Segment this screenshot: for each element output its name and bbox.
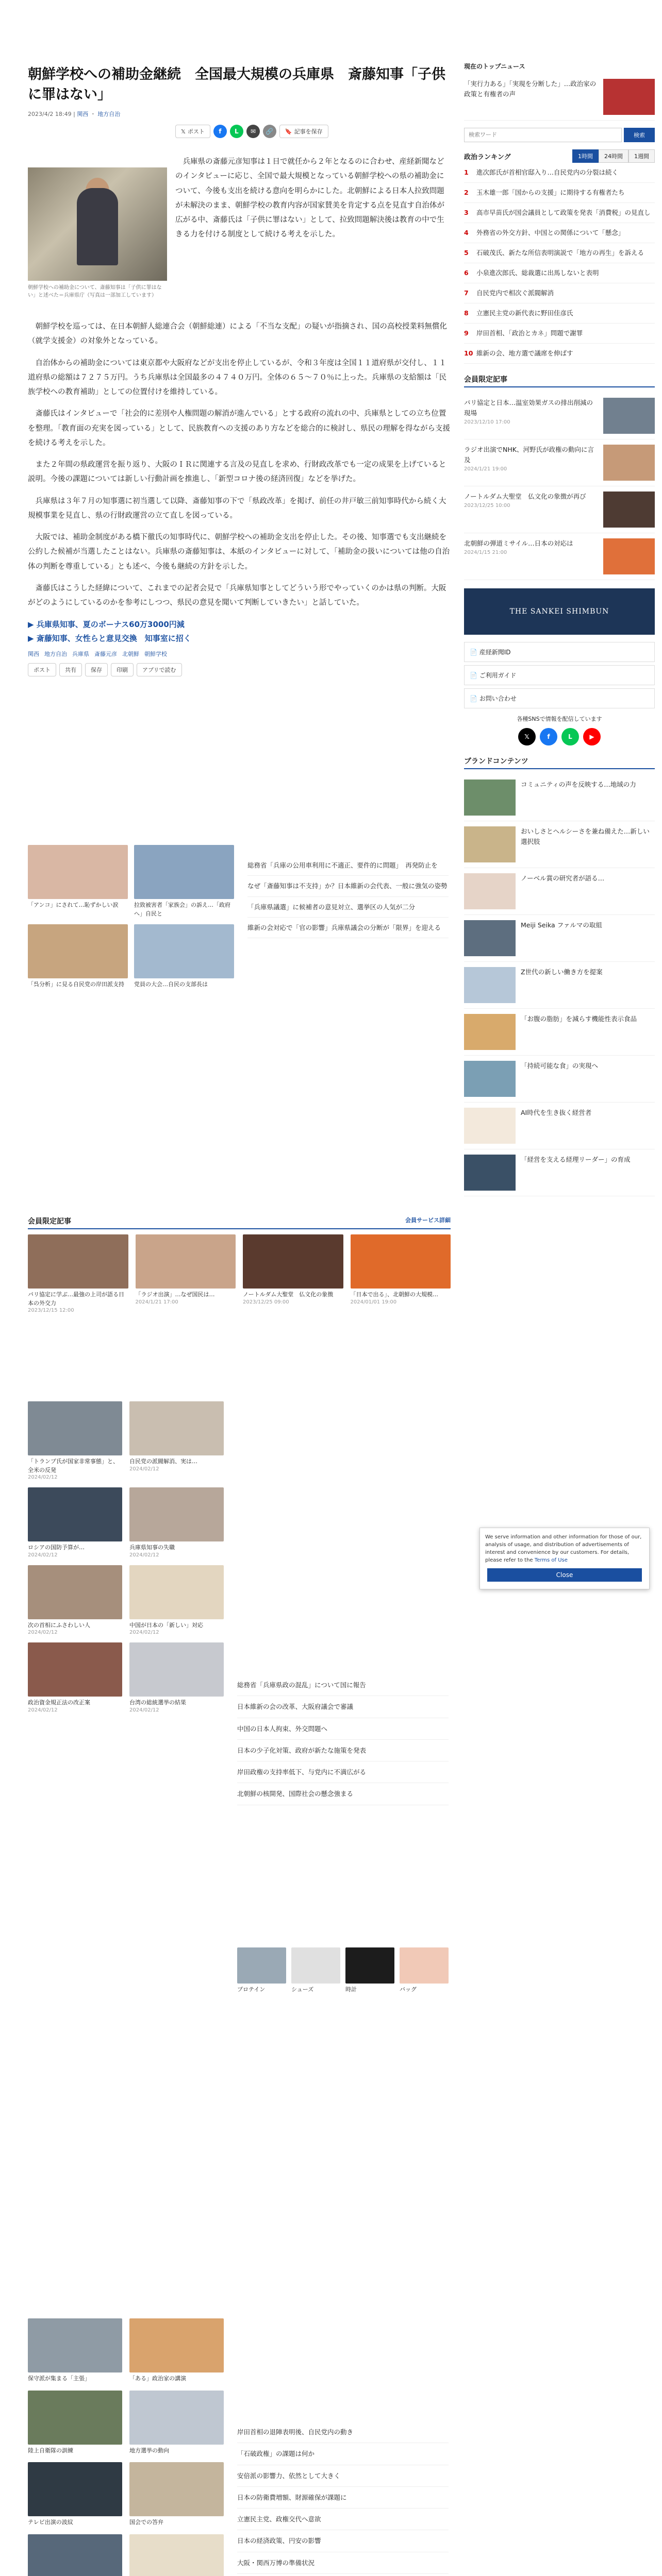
- list-item[interactable]: 総務省「兵庫県政の混乱」について国に報告: [237, 1674, 449, 1696]
- news-card[interactable]: 中国が日本の「新しい」対応 2024/02/12: [129, 1565, 224, 1636]
- members-item[interactable]: ノートルダム大聖堂 仏文化の象徴が再び 2023/12/25 10:00: [464, 486, 655, 533]
- sidebar: [464, 62, 655, 1196]
- mid-link[interactable]: 総務省「兵庫の公用車利用に不適正、要件的に問題」 再発防止を: [247, 855, 449, 876]
- list-item[interactable]: 日本の少子化対策、政府が新たな施策を発表: [237, 1740, 449, 1761]
- list-item[interactable]: 日本維新の会の改革、大阪府議会で審議: [237, 1696, 449, 1718]
- news-card[interactable]: 次の首相にふさわしい人 2024/02/12: [28, 1565, 122, 1636]
- news-card[interactable]: [28, 2534, 122, 2576]
- tag-link[interactable]: 兵庫県: [72, 650, 89, 657]
- search-form: [464, 128, 655, 142]
- members-card[interactable]: ノートルダム大聖堂 仏文化の象徴 2023/12/25 09:00: [243, 1234, 343, 1313]
- list-item[interactable]: 大阪・関西万博の準備状況: [237, 2552, 449, 2574]
- save-button[interactable]: 保存: [85, 663, 108, 676]
- line-icon[interactable]: L: [230, 125, 243, 138]
- tab-1h[interactable]: 1時間: [572, 149, 599, 163]
- ranking-item[interactable]: 4 外務省の外交方針、中国との関係について「懸念」: [464, 223, 655, 243]
- mid-link-list: [247, 855, 449, 938]
- article-paragraph: 兵庫県の斎藤元彦知事は１日で就任から２年となるのに合わせ、産経新聞などのインタビューに応じ、全国で最大規模となっている朝鮮学校への県の補助金について、今後も支出を続ける意向を明らかにした。北朝鮮による日本人拉致問題が未解決のまま、朝鮮学校の教育内容が国家賛美を肯定する点を見直す自治体が広がる中、斎藤氏は「子供に罪はない」として、拉致問題解決後は教育の中で生きる力を付ける制度として続ける考えを示した。: [175, 158, 444, 239]
- mid-link[interactable]: なぜ「斎藤知事は不支持」か？日本維新の会代表、一般に強気の姿勢: [247, 876, 449, 896]
- related-link-1[interactable]: ▶ 兵庫県知事、夏のボーナス60万3000円減: [28, 619, 185, 629]
- ranking-item[interactable]: 5 石破茂氏、新たな所信表明演説で「地方の再生」を訴える: [464, 243, 655, 263]
- article-paragraph: 大阪では、補助金制度がある橋下徹氏の知事時代に、朝鮮学校への補助金支出を停止した。その後、知事選でも支出継続を公約した候補が当選したことはない。兵庫県の斎藤知事は、本紙のインタビューに対して、「補助金の扱いについては他の自治体の判断を尊重している」とも述べ、今後も継続の方針を示した。: [28, 533, 450, 571]
- tag-link[interactable]: 朝鮮学校: [144, 650, 167, 657]
- share-bar-bottom: [28, 663, 451, 676]
- members-item[interactable]: 北朝鮮の弾道ミサイル…日本の対応は 2024/1/15 21:00: [464, 533, 655, 580]
- article-header: [28, 64, 451, 118]
- tool-link[interactable]: 📄 産経新聞ID: [464, 642, 655, 662]
- middle-right-list: [237, 1674, 449, 1805]
- members-more-link[interactable]: 会員サービス詳細: [405, 1217, 451, 1224]
- brand-heading: ブランドコンテンツ: [464, 756, 655, 769]
- mid-link[interactable]: 維新の会対応で「官の影響」兵庫県議会の分断が「限界」を迎える: [247, 918, 449, 938]
- article-meta: 2023/4/2 18:49 | 関西 ・ 地方自治: [28, 111, 121, 118]
- cookie-close-button[interactable]: Close: [487, 1568, 642, 1582]
- members-item[interactable]: パリ協定と日本…温室効果ガスの排出削減の現場 2023/12/10 17:00: [464, 393, 655, 439]
- members-item[interactable]: ラジオ出演でNHK、河野氏が政権の動向に言及 2024/1/21 19:00: [464, 439, 655, 486]
- ranking-item[interactable]: 1 進次郎氏が首相官邸入り…自民党内の分裂は続く: [464, 163, 655, 183]
- tag-row: [28, 650, 451, 658]
- cookie-text: We serve information and other information for those of our, analysis of usage, and distribution of advertisements of interest and convenience by our customers. For details, please refer to the: [485, 1534, 642, 1563]
- ad-card[interactable]: シューズ: [291, 1947, 340, 1994]
- tab-1w[interactable]: 1週間: [628, 149, 655, 163]
- news-card[interactable]: 政治資金規正法の改正案 2024/02/12: [28, 1642, 122, 1713]
- members-section: 会員限定記事 会員サービス詳細 パリ協定に学ぶ…最強の上司が語る日本の外交力 2023/12/15 12:00 「ラジオ出演」…なぜ国民は… 2024/1/21 17:00 ノートルダム大聖堂 仏文化の象徴 2023/12/25 09:00 「日本で出る」、北朝鮮の大規模… 2024/01/01 19:00: [28, 1217, 451, 1313]
- brand-item[interactable]: Z世代の新しい働き方を提案: [464, 962, 655, 1009]
- post-button[interactable]: ポスト: [28, 663, 56, 676]
- facebook-icon[interactable]: f: [213, 125, 227, 138]
- terms-link[interactable]: Terms of Use: [534, 1557, 568, 1563]
- related-card[interactable]: 「呉分析」に見る自民党の岸田派支持: [28, 924, 128, 989]
- members-card[interactable]: 「日本で出る」、北朝鮮の大規模… 2024/01/01 19:00: [351, 1234, 451, 1313]
- brand-item[interactable]: おいしさとヘルシーさを兼ね備えた…新しい選択肢: [464, 821, 655, 868]
- list-item[interactable]: [237, 2574, 449, 2576]
- article-paragraph: 兵庫県は３年７月の知事選に初当選して以降、斎藤知事の下で「県政改革」を掲げ、前任の井戸敏三前知事時代から続く大規模事業を見直し、県の行財政運営の立て直しを図っている。: [28, 497, 446, 520]
- print-button[interactable]: 印刷: [111, 663, 134, 676]
- news-card[interactable]: テレビ出演の波紋: [28, 2462, 122, 2527]
- sidebar-header: 現在のトップニュース: [464, 63, 525, 70]
- follow-label: 各種SNSで情報を配信しています: [517, 716, 602, 722]
- ranking-item[interactable]: 3 高市早苗氏が国会議員として政策を発表「消費税」の見直し: [464, 203, 655, 223]
- ranking-item[interactable]: 9 岸田首相、「政治とカネ」問題で謝罪: [464, 324, 655, 344]
- members-card[interactable]: パリ協定に学ぶ…最強の上司が語る日本の外交力 2023/12/15 12:00: [28, 1234, 128, 1313]
- brand-item[interactable]: Meiji Seika ファルマの取組: [464, 915, 655, 962]
- news-card[interactable]: 「ある」政治家の講演: [129, 2318, 224, 2383]
- article-title: 朝鮮学校への補助金継続 全国最大規模の兵庫県 斎藤知事「子供に罪はない」: [28, 66, 445, 103]
- article-photo[interactable]: [28, 167, 167, 281]
- tab-24h[interactable]: 24時間: [599, 149, 628, 163]
- related-card[interactable]: 「アンコ」にされて…恥ずかしい涙: [28, 845, 128, 918]
- brand-item[interactable]: 「持続可能な食」の実現へ: [464, 1056, 655, 1103]
- article-body: [28, 319, 451, 682]
- mail-icon[interactable]: ✉: [246, 125, 260, 138]
- ranking-title: 政治ランキング: [464, 153, 511, 161]
- mid-link[interactable]: 「兵庫県議選」に候補者の意見対立、選挙区の人気が二分: [247, 897, 449, 918]
- tag-link[interactable]: 斎藤元彦: [94, 650, 117, 657]
- x-icon: 𝕏: [181, 128, 186, 135]
- bookmark-button[interactable]: 🔖 記事を保存: [279, 125, 328, 138]
- brand-item[interactable]: 「お腹の脂肪」を減らす機能性表示食品: [464, 1009, 655, 1056]
- brand-item[interactable]: コミュニティの声を反映する…地域の力: [464, 774, 655, 821]
- search-button[interactable]: 検索: [624, 128, 655, 142]
- news-card[interactable]: 国会での答弁: [129, 2462, 224, 2527]
- ranking-item[interactable]: 6 小泉進次郎氏、総裁選に出馬しないと表明: [464, 263, 655, 283]
- list-item[interactable]: 岸田政権の支持率低下、与党内に不満広がる: [237, 1761, 449, 1783]
- related-card[interactable]: 党員の大会…自民の支部長は: [134, 924, 234, 989]
- article-body-top: [175, 155, 451, 249]
- brand-item[interactable]: AI時代を生き抜く経営者: [464, 1103, 655, 1149]
- list-item[interactable]: 安倍派の影響力、依然として大きく: [237, 2465, 449, 2487]
- article-photo-block: [28, 167, 167, 299]
- genre-link[interactable]: 地方自治: [97, 111, 121, 118]
- news-card[interactable]: 地方選挙の動向: [129, 2391, 224, 2455]
- related-link-2[interactable]: ▶ 斎藤知事、女性らと意見交換 知事室に招く: [28, 633, 191, 643]
- photo-caption: 朝鮮学校への補助金について、斎藤知事は「子供に罪はない」と述べた＝兵庫県庁（写真は一部加工しています）: [28, 285, 162, 298]
- members-card[interactable]: 「ラジオ出演」…なぜ国民は… 2024/1/21 17:00: [136, 1234, 236, 1313]
- tool-link[interactable]: 📄 ご利用ガイド: [464, 665, 655, 685]
- article-paragraph: 朝鮮学校を巡っては、在日本朝鮮人総連合会（朝鮮総連）による「不当な支配」の疑いが指摘され、国の高校授業料無償化（就学支援金）の対象外となっている。: [28, 323, 447, 346]
- share-button[interactable]: 共有: [59, 663, 82, 676]
- news-card[interactable]: [129, 2534, 224, 2576]
- list-item[interactable]: 日本の防衛費増額、財源確保が課題に: [237, 2487, 449, 2509]
- tool-links: [464, 642, 655, 708]
- cookie-dialog: [479, 1528, 650, 1589]
- youtube-icon[interactable]: ▶: [583, 728, 601, 745]
- news-card[interactable]: 兵庫県知事の失職 2024/02/12: [129, 1487, 224, 1558]
- article-paragraph: 斎藤氏はこうした経緯について、これまでの記者会見で「兵庫県知事としてどういう形でやっていくのかは県の判断。大阪がどのようにしているのかを参考にしつつ、県民の意見を聞いて判断していきたい」と話していた。: [28, 584, 446, 607]
- news-card[interactable]: ロシアの国防予算が… 2024/02/12: [28, 1487, 122, 1558]
- list-item[interactable]: 立憲民主党、政権交代へ意欲: [237, 2509, 449, 2530]
- ranking-item[interactable]: 8 立憲民主党の新代表に野田佳彦氏: [464, 303, 655, 324]
- list-item[interactable]: 岸田首相の退陣表明後、自民党内の動き: [237, 2421, 449, 2443]
- ranking-item[interactable]: 2 玉木雄一郎「国からの支援」に期待する有権者たち: [464, 183, 655, 203]
- top-news-item[interactable]: 「実行力ある」「実現を分断した」…政治家の政策と有権者の声: [464, 74, 655, 121]
- tag-link[interactable]: 北朝鮮: [122, 650, 139, 657]
- list-item[interactable]: 北朝鮮の核開発、国際社会の懸念強まる: [237, 1783, 449, 1805]
- lower-left-grid: [28, 1401, 224, 1713]
- tool-link[interactable]: 📄 お問い合わせ: [464, 688, 655, 708]
- article-paragraph: 斎藤氏はインタビューで「社会的に差別や人権問題の解消が進んでいる」とする政府の流れの中、兵庫県としての立ち位置を整理。「教育面の充実を図っている」として、民族教育への支援のあり方などを総合的に検討し、県民の理解を得ながら支援を続ける考えを示した。: [28, 410, 450, 447]
- facebook-icon[interactable]: f: [540, 728, 557, 745]
- tag-link[interactable]: 地方自治: [44, 650, 67, 657]
- ranking-item[interactable]: 7 自民党内で相次ぐ派閥解消: [464, 283, 655, 303]
- members-heading: 会員限定記事: [464, 374, 655, 387]
- related-card[interactable]: 拉致被害者「家族会」の訴え…「政府へ」自民と: [134, 845, 234, 918]
- list-item[interactable]: 中国の日本人拘束、外交問題へ: [237, 1718, 449, 1740]
- bottom-grid: [28, 2318, 224, 2576]
- section-link[interactable]: 関西: [77, 111, 89, 118]
- ad-grid: [237, 1947, 449, 1994]
- list-item[interactable]: 日本の経済政策、円安の影響: [237, 2530, 449, 2552]
- post-button[interactable]: 𝕏 ポスト: [175, 125, 210, 138]
- news-card[interactable]: 台湾の総統選挙の結果 2024/02/12: [129, 1642, 224, 1713]
- sankei-banner[interactable]: THE SANKEI SHIMBUN: [464, 588, 655, 635]
- line-icon[interactable]: L: [561, 728, 579, 745]
- share-bar: [175, 125, 328, 138]
- article-paragraph: また２年間の県政運営を振り返り、大阪のＩＲに関連する言及の見直しを求め、行財政改革でも一定の成果を上げていると説明。今後の課題については新しい行動計画を推進し、「新型コロナ後の経済回復」などを挙げた。: [28, 461, 446, 484]
- article-date: 2023/4/2 18:49: [28, 111, 72, 118]
- brand-item[interactable]: 「経営を支える経理リーダー」の育成: [464, 1149, 655, 1196]
- ranking-item[interactable]: 10 維新の会、地方選で議席を伸ばす: [464, 344, 655, 364]
- news-card[interactable]: 保守派が集まる「主張」: [28, 2318, 122, 2383]
- bottom-right-list: [237, 2421, 449, 2576]
- link-icon[interactable]: 🔗: [263, 125, 276, 138]
- ad-card[interactable]: バッグ: [400, 1947, 449, 1994]
- related-grid: [28, 845, 234, 989]
- news-card[interactable]: 自民党の派閥解消、実は… 2024/02/12: [129, 1401, 224, 1480]
- ranking-list: [464, 163, 655, 364]
- app-button[interactable]: アプリで読む: [137, 663, 182, 676]
- sns-row: [464, 728, 655, 745]
- x-icon[interactable]: 𝕏: [518, 728, 536, 745]
- ad-card[interactable]: 時計: [345, 1947, 394, 1994]
- search-input[interactable]: [464, 128, 622, 142]
- tag-link[interactable]: 関西: [28, 650, 39, 657]
- news-card[interactable]: 陸上自衛隊の訓練: [28, 2391, 122, 2455]
- article-paragraph: 自治体からの補助金については東京都や大阪府などが支出を停止しているが、令和３年度は全国１１道府県が交付し、１１道府県の総額は７２７５万円。うち兵庫県は全国最多の４７４０万円。全体の６５～７０％に上った。兵庫県の支給額は「民族学校への教育補助」としての位置付けを維持している。: [28, 359, 446, 397]
- brand-item[interactable]: ノーベル賞の研究者が語る…: [464, 868, 655, 915]
- bookmark-icon: 🔖: [285, 128, 292, 135]
- list-item[interactable]: 「石破政権」の課題は何か: [237, 2443, 449, 2465]
- ad-card[interactable]: プロテイン: [237, 1947, 286, 1994]
- news-card[interactable]: 「トランプ氏が国家非常事態」と、全米の反発 2024/02/12: [28, 1401, 122, 1480]
